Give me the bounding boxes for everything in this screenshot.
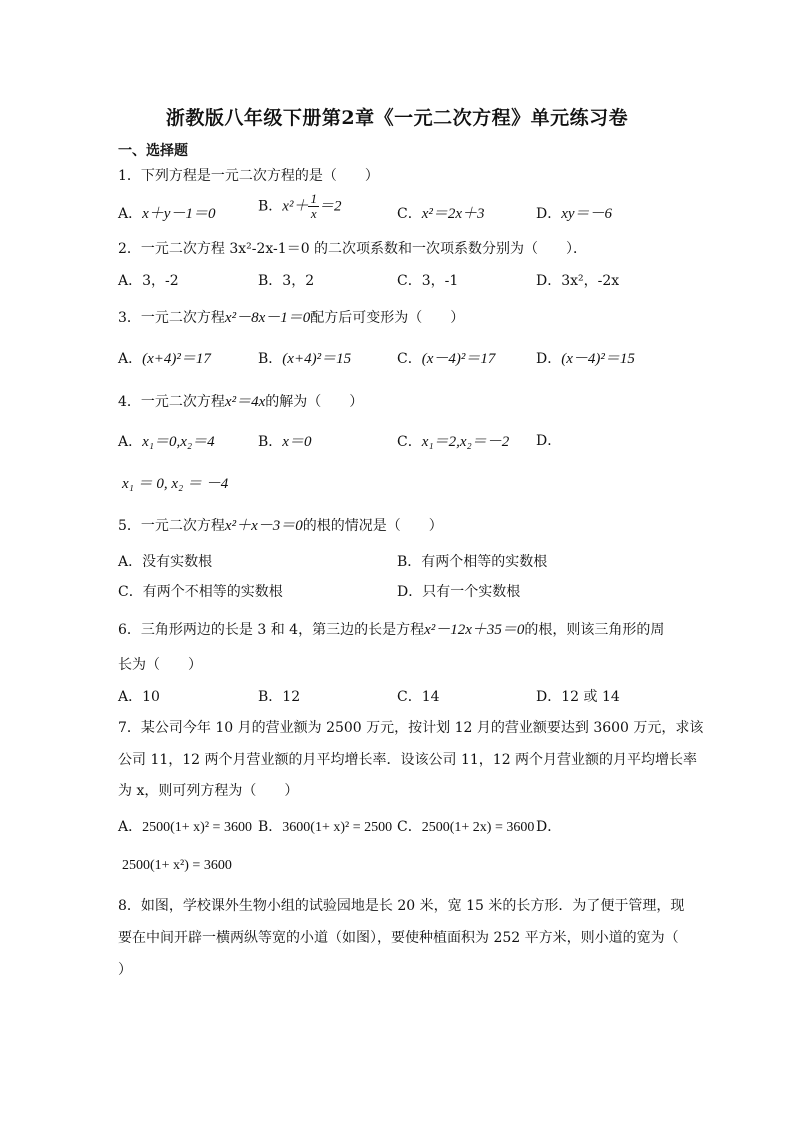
question-7-line3: 为 x，则可列方程为（ ） — [118, 783, 299, 799]
q3-option-c — [397, 347, 495, 368]
question-3-stem — [118, 306, 464, 327]
q6-option-c: C．14 — [397, 689, 440, 705]
stem-formula: x²－8x－1＝0 — [224, 310, 311, 326]
question-2-stem: 2．一元二次方程 3x²-2x-1＝0 的二次项系数和一次项系数分别为（ ）． — [118, 241, 588, 257]
q5-option-a: A．没有实数根 — [118, 554, 213, 570]
question-4-stem — [118, 390, 363, 411]
q7-option-c — [397, 816, 534, 836]
fraction-denominator: x — [310, 206, 317, 221]
question-7-line1: 7．某公司今年 10 月的营业额为 2500 万元，按计划 12 月的营业额要达到 3600 万元，求该 — [118, 720, 704, 736]
q1-option-a — [118, 202, 215, 223]
option-formula: (x+4)²＝17 — [142, 351, 211, 367]
option-label: B． — [258, 434, 283, 450]
q2-option-a: A．3，-2 — [118, 273, 179, 289]
stem-text: 6．三角形两边的长是 3 和 4，第三边的长是方程 — [118, 622, 425, 638]
stem-formula: x²＝4x — [224, 394, 266, 410]
option-label: C． — [397, 434, 422, 450]
q7-option-d-formula — [122, 857, 232, 874]
q3-option-d — [536, 347, 635, 368]
q7-option-a — [118, 816, 252, 836]
option-label: D． — [536, 351, 562, 367]
q1-option-c — [397, 202, 485, 223]
option-formula: 2500(1+ 2x) = 3600 — [421, 820, 535, 835]
option-formula: x²＝2x＋3 — [421, 206, 485, 222]
q3-option-a — [118, 347, 211, 368]
q2-option-c: C．3，-1 — [397, 273, 459, 289]
q6-option-d: D．12 或 14 — [536, 689, 620, 705]
option-label: C． — [397, 206, 422, 222]
section-heading: 一、选择题 — [118, 143, 188, 159]
page-title: 浙教版八年级下册第2章《一元二次方程》单元练习卷 — [165, 107, 629, 129]
option-formula: x₁＝2,x₂＝－2 — [421, 434, 510, 450]
question-8-line3: ） — [118, 962, 132, 978]
q4-option-a — [118, 430, 215, 451]
option-formula: x₁ ＝ 0, x₂ ＝ －4 — [122, 476, 229, 492]
question-7-line2: 公司 11，12 两个月营业额的月平均增长率．设该公司 11，12 两个月营业额的月平均增长率 — [118, 752, 698, 768]
option-formula: (x－4)²＝17 — [421, 351, 496, 367]
option-formula: x＋y－1＝0 — [142, 206, 216, 222]
q6-option-a: A．10 — [118, 689, 160, 705]
q5-option-b: B．有两个相等的实数根 — [397, 554, 548, 570]
stem-text: 的根的情况是（ ） — [302, 518, 443, 534]
q2-option-b: B．3，2 — [258, 273, 315, 289]
stem-text: 5．一元二次方程 — [118, 518, 225, 534]
question-8-line1: 8．如图，学校课外生物小组的试验园地是长 20 米，宽 15 米的长方形．为了便于管理，现 — [118, 898, 685, 914]
q1-option-d — [536, 202, 612, 223]
q4-option-c — [397, 430, 509, 451]
option-label: A． — [118, 819, 143, 835]
q7-option-b — [258, 816, 392, 836]
option-label: B． — [258, 351, 283, 367]
option-label: C． — [397, 351, 422, 367]
question-1-stem: 1．下列方程是一元二次方程的是（ ） — [118, 168, 379, 184]
q4-option-d-label: D． — [536, 433, 562, 449]
option-formula: 2500(1+ x²) = 3600 — [122, 858, 232, 873]
question-6-stem-line2: 长为（ ） — [118, 657, 202, 673]
q2-option-d: D．3x²，-2x — [536, 273, 620, 289]
option-formula: x＝0 — [282, 434, 312, 450]
option-formula-part: ＝2 — [318, 198, 342, 215]
stem-text: 的根，则该三角形的周 — [524, 622, 665, 638]
option-label: A． — [118, 351, 143, 367]
option-formula: xy＝－6 — [561, 206, 613, 222]
option-formula: x₁＝0,x₂＝4 — [142, 434, 215, 450]
option-formula: (x－4)²＝15 — [561, 351, 635, 367]
option-formula: 3600(1+ x)² = 2500 — [282, 820, 393, 835]
q4-option-d-formula — [122, 472, 228, 493]
stem-formula: x²－12x＋35＝0 — [424, 622, 525, 638]
q4-option-b — [258, 430, 311, 451]
option-formula-part: x²＋ — [282, 198, 309, 215]
fraction-numerator: 1 — [310, 191, 317, 206]
q6-option-b: B．12 — [258, 689, 301, 705]
stem-text: 4．一元二次方程 — [118, 394, 225, 410]
option-label: B． — [258, 198, 283, 215]
option-label: C． — [397, 819, 422, 835]
stem-text: 3．一元二次方程 — [118, 310, 225, 326]
q5-option-d: D．只有一个实数根 — [397, 584, 521, 600]
option-formula: 2500(1+ x)² = 3600 — [142, 820, 252, 835]
option-label: D． — [536, 206, 562, 222]
option-formula: (x+4)²＝15 — [282, 351, 352, 367]
question-6-stem — [118, 618, 664, 639]
q5-option-c: C．有两个不相等的实数根 — [118, 584, 283, 600]
option-label: A． — [118, 434, 143, 450]
fraction — [308, 192, 319, 221]
option-label: B． — [258, 819, 283, 835]
q7-option-d-label: D． — [536, 819, 562, 835]
stem-formula: x²＋x－3＝0 — [224, 518, 303, 534]
question-8-line2: 要在中间开辟一横两纵等宽的小道（如图），要使种植面积为 252 平方米，则小道的宽为（ — [118, 930, 679, 946]
stem-text: 配方后可变形为（ ） — [310, 310, 465, 326]
question-5-stem — [118, 514, 443, 535]
q1-option-b — [258, 192, 341, 221]
option-label: A． — [118, 206, 143, 222]
q3-option-b — [258, 347, 351, 368]
stem-text: 的解为（ ） — [265, 394, 364, 410]
